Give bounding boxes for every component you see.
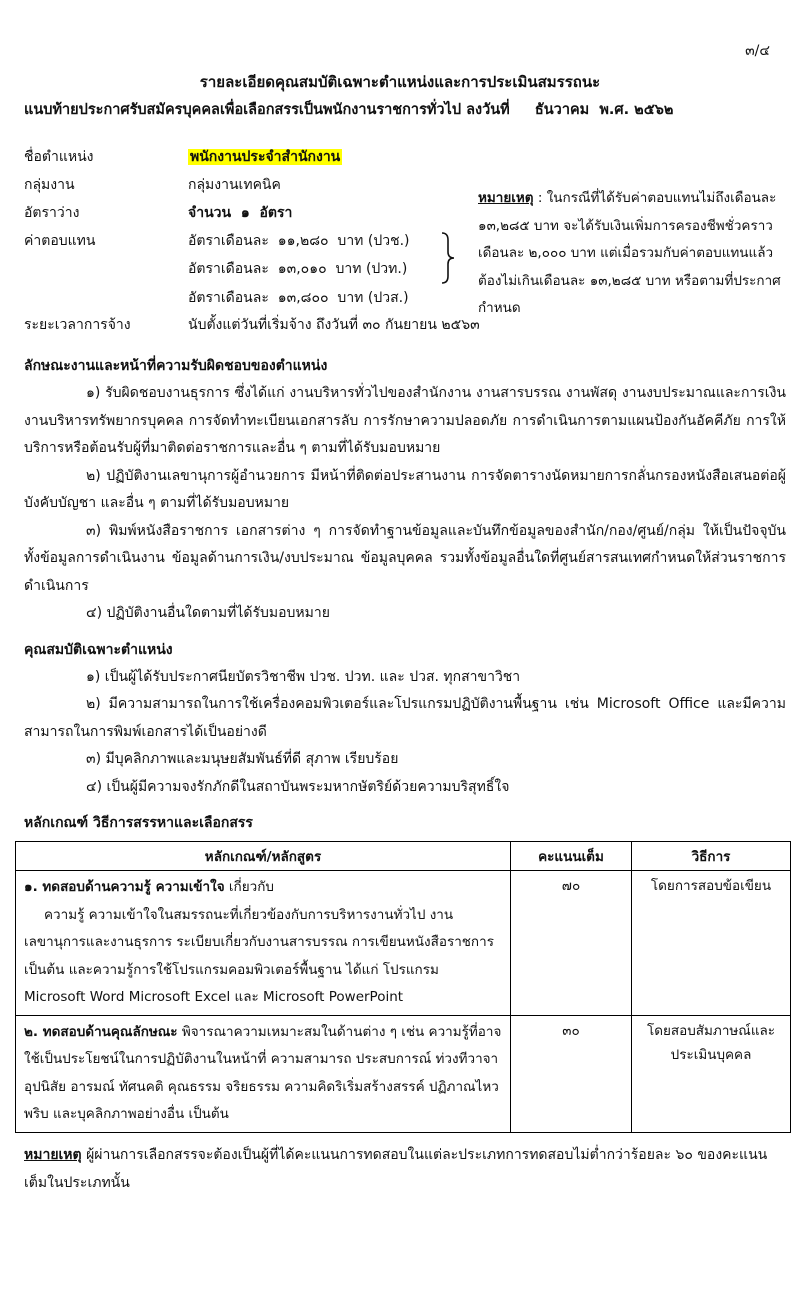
criteria-title-rest: พิจารณาความเหมาะสมในด้านต่าง ๆ เช่น ความรู้ที่อาจใช้เป็นประโยชน์ในการปฏิบัติงานในหน้าที่ ความสามารถ ประสบการณ์ ท่วงทีวาจา อุปนิสัย อารมณ์ ทัศนคติ คุณธรรม จริยธรรม ความคิดริเริ่มสร้างสรรค์ ปฏิภาณไหวพริบ และบุคลิกภาพอย่างอื่น เป็นต้น (24, 1023, 502, 1122)
pay-label: ค่าตอบแทน (24, 233, 96, 249)
qualification-item-4: ๔) เป็นผู้มีความจงรักภักดีในสถาบันพระมหากษัตริย์ด้วยความบริสุทธิ์ใจ (86, 778, 510, 795)
table-row (16, 1015, 791, 1132)
duty-item-4: ๔) ปฏิบัติงานอื่นใดตามที่ได้รับมอบหมาย (86, 605, 330, 621)
period-label: ระยะเวลาการจ้าง (24, 317, 131, 333)
group-label: กลุ่มงาน (24, 177, 75, 193)
brace-decoration (440, 232, 456, 284)
table-header-row (16, 842, 791, 871)
group-value: กลุ่มงานเทคนิค (188, 177, 281, 193)
column-header-score: คะแนนเต็ม (511, 842, 632, 871)
footer-note (24, 1141, 786, 1197)
table-row (16, 871, 791, 1016)
criteria-cell (16, 871, 511, 1016)
duty-item-3: ๓) พิมพ์หนังสือราชการ เอกสารต่าง ๆ การจัดทำฐานข้อมูลและบันทึกข้อมูลของสำนัก/กอง/ศูนย์/กลุ่ม ให้เป็นปัจจุบัน ทั้งข้อมูลการดำเนินงาน ข้อมูลด้านการเงิน/งบประมาณ ข้อมูลบุคคล รวมทั้งข้อมูลอื่นใดที่ศูนย์สารสนเทศกำหนดให้ส่วนราชการดำเนินการ (24, 522, 786, 594)
page-number: ๓/๔ (745, 43, 770, 59)
score-cell: ๗๐ (511, 871, 632, 1016)
period-value: นับตั้งแต่วันที่เริ่มจ้าง ถึงวันที่ ๓๐ กันยายน ๒๕๖๓ (188, 317, 480, 333)
criteria-body: ความรู้ ความเข้าใจในสมรรถนะที่เกี่ยวข้องกับการบริหารงานทั่วไป งานเลขานุการและงานธุรการ ระเบียบเกี่ยวกับงานสารบรรณ การเขียนหนังสือราชการ เป็นต้น และความรู้การใช้โปรแกรมคอมพิวเตอร์พื้นฐาน ได้แก่ โปรแกรม Microsoft Word Microsoft Excel และ Microsoft PowerPoint (24, 906, 494, 1005)
duty-item-1: ๑) รับผิดชอบงานธุรการ ซึ่งได้แก่ งานบริหารทั่วไปของสำนักงาน งานสารบรรณ งานพัสดุ งานงบประมาณและการเงิน งานบริหารทรัพยากรบุคคล การจัดทำทะเบียนเอกสารลับ การรักษาความปลอดภัย การดำเนินการตามแผนป้องกันอัคคีภัย การให้บริการหรือต้อนรับผู้ที่มาติดต่อราชการและอื่น ๆ ตามที่ได้รับมอบหมาย (24, 385, 786, 456)
pay-rate-1: อัตราเดือนละ ๑๑,๒๘๐ บาท (ปวช.) (188, 233, 410, 249)
score-cell: ๓๐ (511, 1015, 632, 1132)
pay-rate-3: อัตราเดือนละ ๑๓,๘๐๐ บาท (ปวส.) (188, 290, 409, 306)
pay-note-text: : ในกรณีที่ได้รับค่าตอบแทนไม่ถึงเดือนละ ๑๓,๒๘๕ บาท จะได้รับเงินเพิ่มการครองชีพชั่วคราว เดือนละ ๒,๐๐๐ บาท แต่เมื่อรวมกับค่าตอบแทนแล้ว ต้องไม่เกินเดือนละ ๑๓,๒๘๕ บาท หรือตามที่ประกาศกำหนด (478, 190, 781, 316)
criteria-title: ๒. ทดสอบด้านคุณลักษณะ (24, 1023, 178, 1040)
column-header-method: วิธีการ (632, 842, 791, 871)
qualifications-heading: คุณสมบัติเฉพาะตำแหน่ง (24, 641, 173, 658)
footer-note-text: ผู้ผ่านการเลือกสรรจะต้องเป็นผู้ที่ได้คะแนนการทดสอบในแต่ละประเภทการทดสอบไม่ต่ำกว่าร้อยละ ๖๐ ของคะแนนเต็มในประเภทนั้น (24, 1146, 768, 1191)
vacancy-value: จำนวน ๑ อัตรา (188, 205, 293, 221)
qualification-item-2: ๒) มีความสามารถในการใช้เครื่องคอมพิวเตอร์และโปรแกรมปฏิบัติงานพื้นฐาน เช่น Microsoft Office และมีความสามารถในการพิมพ์เอกสารได้เป็นอย่างดี (24, 696, 786, 740)
position-label: ชื่อตำแหน่ง (24, 149, 94, 165)
duties-heading: ลักษณะงานและหน้าที่ความรับผิดชอบของตำแหน่ง (24, 358, 328, 374)
title-line-2: แนบท้ายประกาศรับสมัครบุคคลเพื่อเลือกสรรเป็นพนักงานราชการทั่วไป ลงวันที่ ธันวาคม พ.ศ. ๒๕๖๒ (24, 102, 674, 118)
pay-note-label: หมายเหตุ (478, 190, 534, 206)
pay-note (478, 185, 790, 323)
body-sections (24, 346, 786, 1197)
criteria-title: ๑. ทดสอบด้านความรู้ ความเข้าใจ (24, 879, 225, 895)
pay-rate-2: อัตราเดือนละ ๑๓,๐๑๐ บาท (ปวท.) (188, 261, 408, 277)
method-cell: โดยสอบสัมภาษณ์และประเมินบุคคล (632, 1015, 791, 1132)
qualification-item-1: ๑) เป็นผู้ได้รับประกาศนียบัตรวิชาชีพ ปวช. ปวท. และ ปวส. ทุกสาขาวิชา (86, 668, 521, 685)
title-line-1: รายละเอียดคุณสมบัติเฉพาะตำแหน่งและการประเมินสมรรถนะ (199, 73, 601, 91)
selection-table (15, 841, 791, 1133)
criteria-cell (16, 1015, 511, 1132)
qualification-item-3: ๓) มีบุคลิกภาพและมนุษยสัมพันธ์ที่ดี สุภาพ เรียบร้อย (86, 751, 399, 767)
vacancy-label: อัตราว่าง (24, 205, 80, 221)
column-header-criteria: หลักเกณฑ์/หลักสูตร (16, 842, 511, 871)
duty-item-2: ๒) ปฏิบัติงานเลขานุการผู้อำนวยการ มีหน้าที่ติดต่อประสานงาน การจัดตารางนัดหมายการกลั่นกรองหนังสือเสนอต่อผู้บังคับบัญชา และอื่น ๆ ตามที่ได้รับมอบหมาย (24, 467, 786, 511)
selection-heading: หลักเกณฑ์ วิธีการสรรหาและเลือกสรร (24, 815, 253, 831)
footer-note-label: หมายเหตุ (24, 1146, 82, 1163)
position-value: พนักงานประจำสำนักงาน (190, 149, 341, 165)
criteria-title-rest: เกี่ยวกับ (224, 879, 274, 895)
method-cell: โดยการสอบข้อเขียน (632, 871, 791, 1016)
